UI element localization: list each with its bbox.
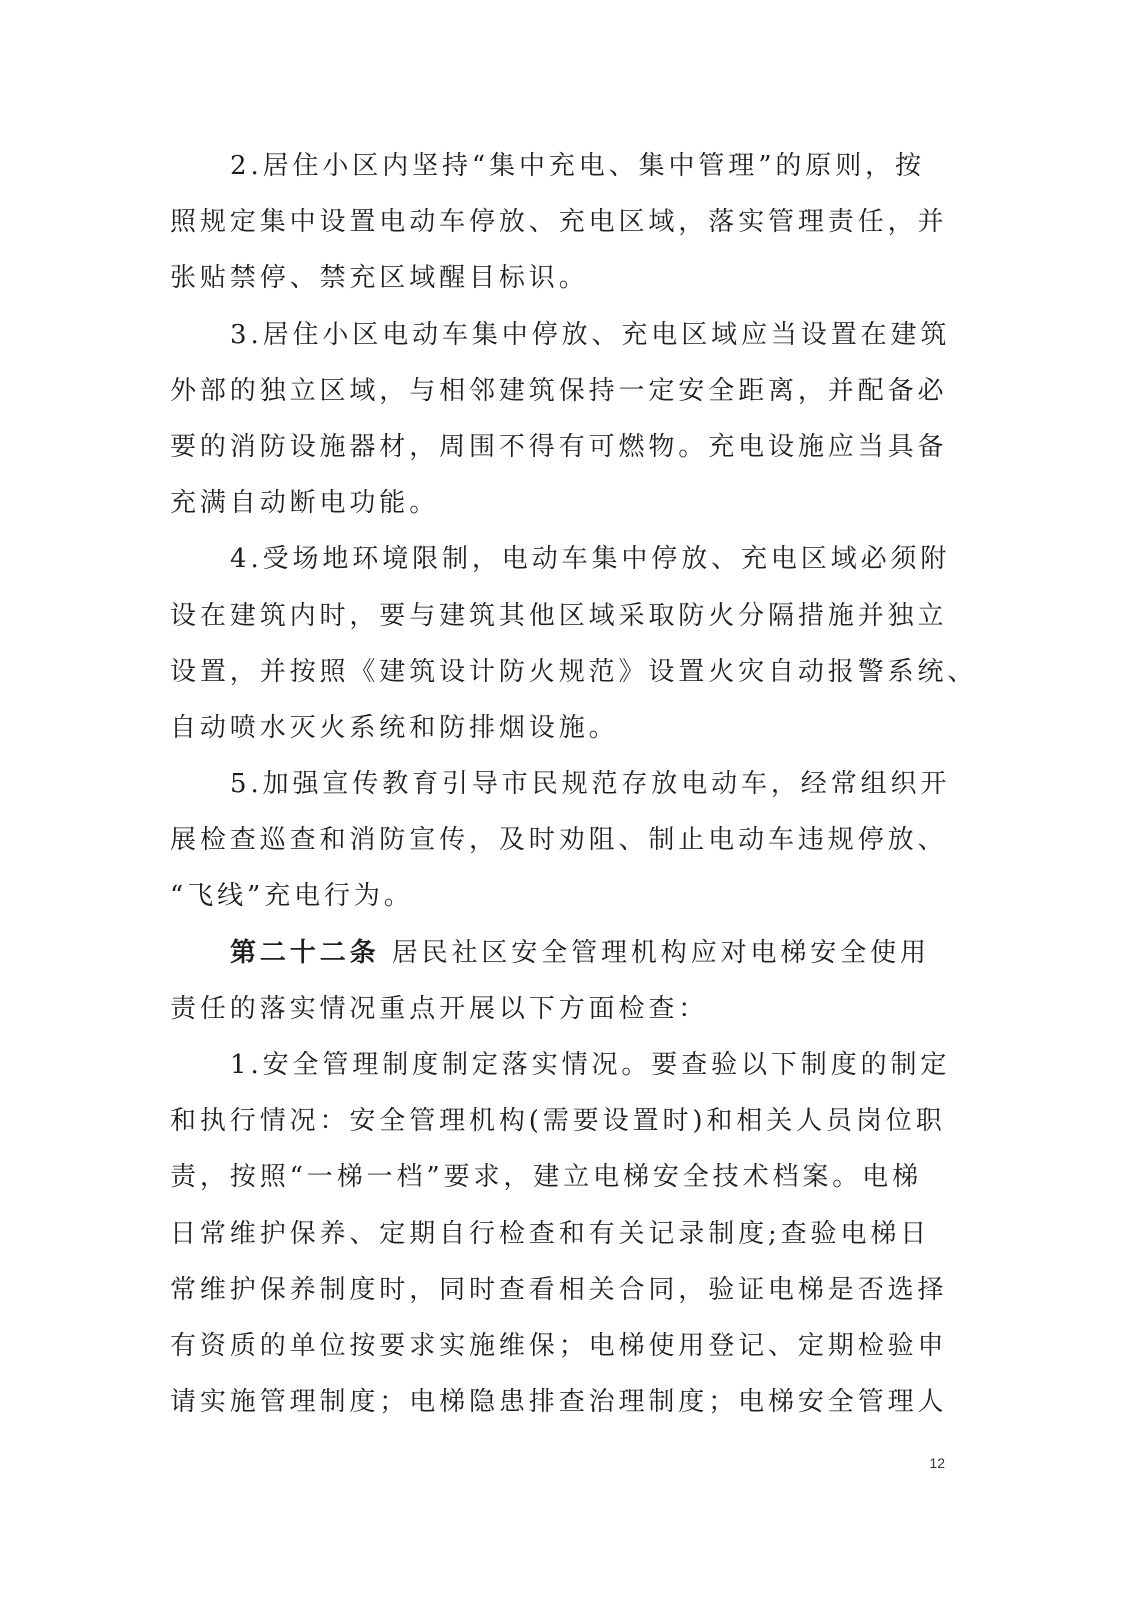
text-line: 常维护保养制度时，同时查看相关合同，验证电梯是否选择: [170, 1274, 948, 1305]
text-line: 3.居住小区电动车集中停放、充电区域应当设置在建筑: [230, 319, 951, 350]
text-line: 照规定集中设置电动车停放、充电区域，落实管理责任，并: [170, 207, 948, 238]
article-first-line: [170, 925, 946, 981]
text-line: 充满自动断电功能。: [170, 488, 440, 519]
text-line: 外部的独立区域，与相邻建筑保持一定安全距离，并配备必: [170, 375, 948, 406]
paragraph-item-3: [170, 307, 951, 532]
text-line: 5.加强宣传教育引导市民规范存放电动车，经常组织开: [230, 769, 951, 800]
text-line: 自动喷水灭火系统和防排烟设施。: [170, 712, 619, 743]
article-22: [170, 925, 946, 1037]
text-line: “飞线”充电行为。: [170, 881, 414, 912]
text-line: 设在建筑内时，要与建筑其他区域采取防火分隔措施并独立: [170, 600, 948, 631]
page-number: 12: [929, 1455, 945, 1471]
text-line: 和执行情况：安全管理机构(需要设置时)和相关人员岗位职: [170, 1106, 946, 1137]
body-text: [170, 138, 978, 1430]
text-line: 要的消防设施器材，周围不得有可燃物。充电设施应当具备: [170, 431, 948, 462]
article-heading: 第二十二条: [230, 937, 380, 968]
article-first-line-text: 居民社区安全管理机构应对电梯安全使用: [391, 937, 930, 968]
text-line: 日常维护保养、定期自行检查和有关记录制度;查验电梯日: [170, 1218, 931, 1249]
paragraph-item-4: [170, 531, 978, 756]
text-line: 有资质的单位按要求实施维保；电梯使用登记、定期检验申: [170, 1330, 948, 1361]
text-line: 2.居住小区内坚持“集中充电、集中管理”的原则，按: [230, 151, 925, 181]
text-line: 1.安全管理制度制定落实情况。要查验以下制度的制定: [230, 1050, 951, 1080]
text-line: 4.受场地环境限制，电动车集中停放、充电区域必须附: [230, 544, 951, 575]
paragraph-item-2: [170, 138, 946, 307]
text-line: 设置，并按照《建筑设计防火规范》设置火灾自动报警系统、: [170, 656, 978, 687]
text-line: 展检查巡查和消防宣传，及时劝阻、制止电动车违规停放、: [170, 825, 948, 856]
text-line: 张贴禁停、禁充区域醒目标识。: [170, 263, 589, 294]
article-heading-spacer: [380, 938, 392, 968]
text-line: 责，按照“一梯一档”要求，建立电梯安全技术档案。电梯: [170, 1162, 922, 1193]
paragraph-item-5: [170, 756, 951, 925]
paragraph-item-1: [170, 1037, 951, 1430]
text-line: 责任的落实情况重点开展以下方面检查：: [170, 993, 709, 1024]
text-line: 请实施管理制度；电梯隐患排查治理制度；电梯安全管理人: [170, 1387, 948, 1418]
